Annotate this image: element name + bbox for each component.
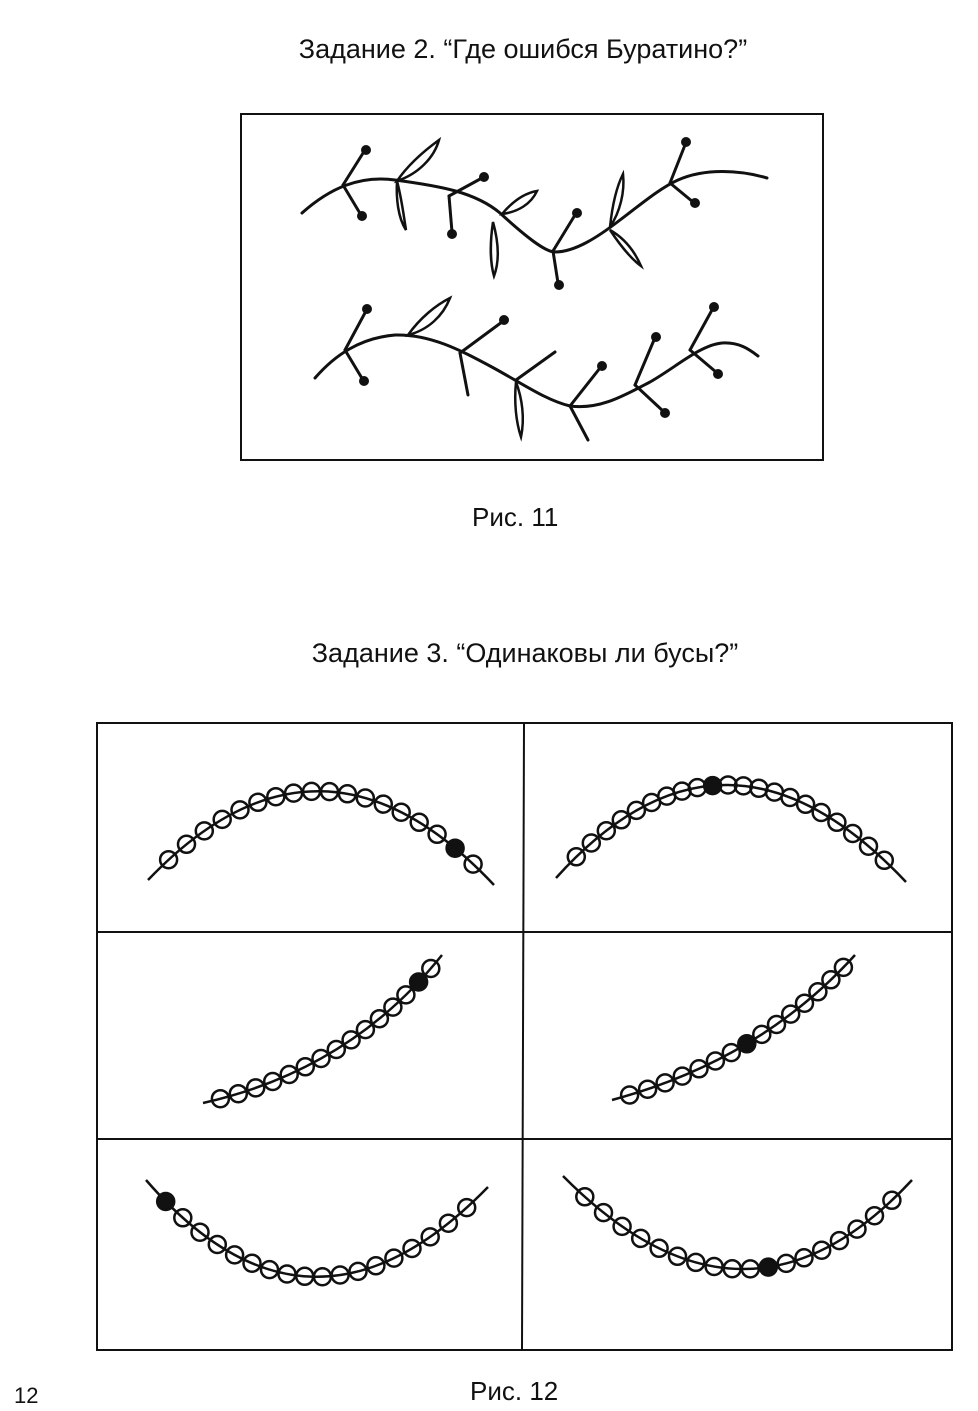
bead-string-r2-c2 — [612, 955, 855, 1104]
bead-string-r2-c1 — [203, 955, 442, 1107]
bead-string-r1-c2 — [556, 777, 906, 883]
bead-strings — [146, 777, 912, 1286]
task2-title: Задание 2. “Где ошибся Буратино?” — [298, 34, 748, 64]
thread — [612, 955, 855, 1100]
thread — [203, 955, 442, 1103]
thread — [556, 785, 906, 882]
figure12-caption: Рис. 12 — [470, 1376, 559, 1406]
bead-string-r3-c2 — [563, 1176, 912, 1277]
bead-filled — [760, 1259, 777, 1276]
bead-filled — [410, 974, 427, 991]
bead-string-r1-c1 — [148, 783, 494, 885]
page-number: 12 — [14, 1383, 39, 1408]
bead-filled — [157, 1193, 174, 1210]
bead-string-r3-c1 — [146, 1180, 488, 1285]
bead-filled — [447, 840, 464, 857]
task3-title: Задание 3. “Одинаковы ли бусы?” — [311, 638, 739, 668]
figure11-caption: Рис. 11 — [472, 502, 559, 532]
thread — [146, 1180, 488, 1277]
